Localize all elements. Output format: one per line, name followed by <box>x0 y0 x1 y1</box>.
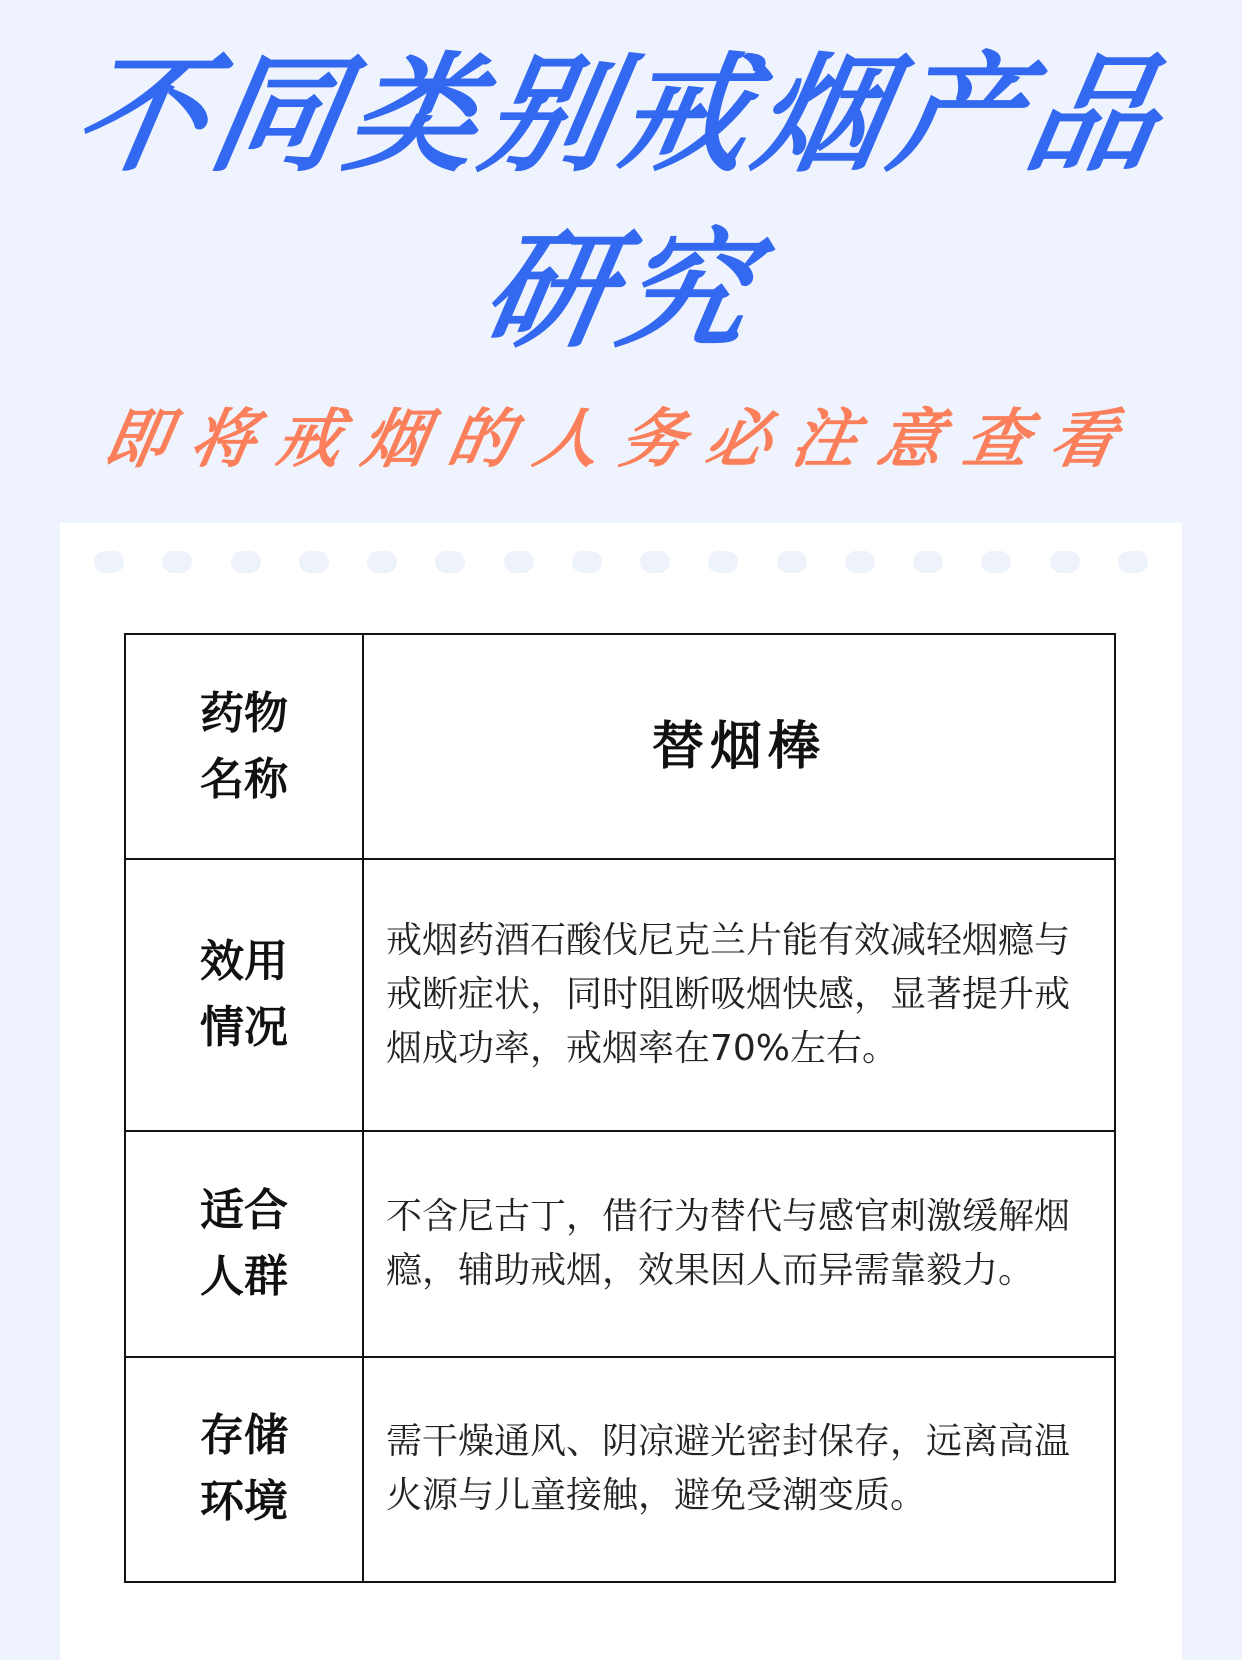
row-label-text: 适合人群 <box>200 1184 288 1302</box>
row-value: 戒烟药酒石酸伐尼克兰片能有效减轻烟瘾与戒断症状，同时阻断吸烟快感，显著提升戒烟成功率，戒烟率在70%左右。 <box>363 859 1115 1131</box>
binder-hole <box>162 551 192 573</box>
row-label-text: 存储环境 <box>200 1410 288 1528</box>
binder-hole <box>231 551 261 573</box>
binder-hole <box>981 551 1011 573</box>
row-label <box>125 859 363 1131</box>
binder-hole <box>94 551 124 573</box>
product-name-value: 替烟棒 <box>363 634 1115 859</box>
binder-hole <box>777 551 807 573</box>
page-title-line-1: 不同类别戒烟产品 <box>63 41 1179 190</box>
page-subtitle: 即将戒烟的人务必注意查看 <box>98 403 1144 477</box>
row-label-text: 药物名称 <box>200 687 288 805</box>
table-row-name <box>125 634 1115 859</box>
row-label-text: 效用情况 <box>200 936 288 1054</box>
binder-hole <box>367 551 397 573</box>
binder-hole <box>913 551 943 573</box>
row-value: 不含尼古丁，借行为替代与感官刺激缓解烟瘾，辅助戒烟，效果因人而异需靠毅力。 <box>363 1131 1115 1356</box>
binder-hole <box>1118 551 1148 573</box>
binder-hole <box>640 551 670 573</box>
content-card <box>60 523 1182 1660</box>
page-title-line-2: 研究 <box>471 217 771 366</box>
row-value: 需干燥通风、阴凉避光密封保存，远离高温火源与儿童接触，避免受潮变质。 <box>363 1357 1115 1582</box>
row-label <box>125 634 363 859</box>
table-row-storage <box>125 1357 1115 1582</box>
binder-hole <box>1050 551 1080 573</box>
product-info-table <box>124 633 1116 1583</box>
binder-hole <box>504 551 534 573</box>
binder-hole <box>572 551 602 573</box>
row-label <box>125 1357 363 1582</box>
table-row-effect <box>125 859 1115 1131</box>
binder-holes <box>94 551 1148 573</box>
binder-hole <box>299 551 329 573</box>
binder-hole <box>435 551 465 573</box>
binder-hole <box>845 551 875 573</box>
binder-hole <box>708 551 738 573</box>
row-label <box>125 1131 363 1356</box>
table-row-audience <box>125 1131 1115 1356</box>
